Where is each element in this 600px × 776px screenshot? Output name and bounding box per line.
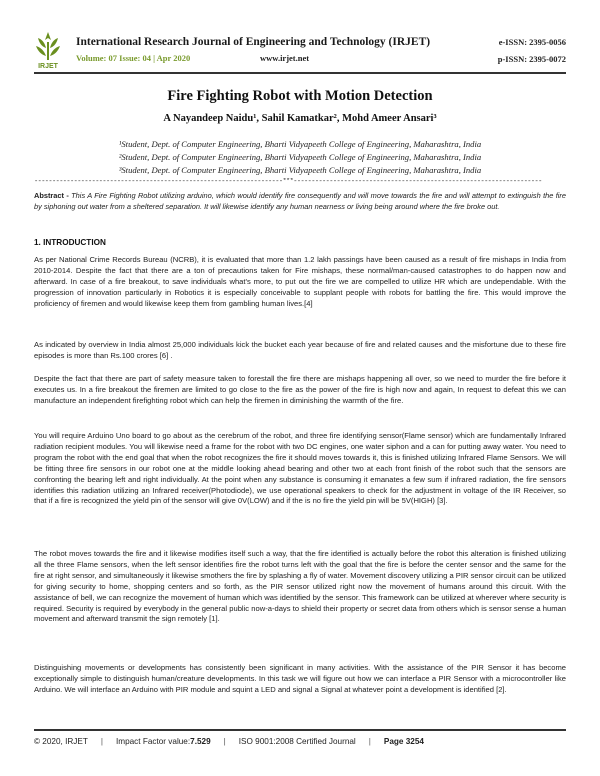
abstract-text: This A Fire Fighting Robot utilizing arduino, which would identify fire consequently and will move towards the fire and will attempt to extinguish the fire by siphoning out water from a sheltered separation. It will likewise identify any human nearness or living being around where the fire broke out. xyxy=(34,191,566,211)
irjet-logo-icon xyxy=(34,30,62,70)
paragraph-3: Despite the fact that there are part of safety measure taken to forestall the fire there are mishaps happening all over, so we need to murder the fire before it executes us. In a fire breakout the firemen are limited to go close to the fire as the power of the fire is high now and again, In request to defeat this we can manufacture an independent firefighting robot which can help the firemen in diminishing the warmth of the fire. xyxy=(34,374,566,405)
svg-text:IRJET: IRJET xyxy=(38,63,58,70)
journal-header xyxy=(34,30,566,70)
affiliation-3: ³Student, Dept. of Computer Engineering, Bharti Vidyapeeth College of Engineering, Maharashtra, India xyxy=(118,165,482,175)
paragraph-6: Distinguishing movements or developments has consistently been significant in many activities. With the assistance of the PIR Sensor it has become exceptionally simple to distinguish human/creature developments. In this task we will figure out how we can interface a PIR Sensor with a microcontroller like Arduino. We will interface an Arduino with PIR module and squint a LED and signal a Signal at whatever point a development is identified [2]. xyxy=(34,663,566,694)
page-footer: © 2020, IRJET | Impact Factor value:7.529 | ISO 9001:2008 Certified Journal | Page 3254 xyxy=(34,737,424,746)
affiliation-2: ²Student, Dept. of Computer Engineering, Bharti Vidyapeeth College of Engineering, Maharashtra, India xyxy=(118,152,482,162)
volume-info: Volume: 07 Issue: 04 | Apr 2020 xyxy=(76,53,191,63)
footer-copyright: © 2020, IRJET xyxy=(34,737,88,746)
page-number: Page 3254 xyxy=(383,737,424,746)
paper-title: Fire Fighting Robot with Motion Detection xyxy=(167,88,433,104)
paragraph-1: As per National Crime Records Bureau (NCRB), it is evaluated that more than 1.2 lakh passings have been caused as a result of fire mishaps in India from 2010-2014. Despite the fact that there are a ton of precautions taken for Fire mishaps, these normal/man-caused catastrophes to do happen now and afterward. In case of a fire breakout, to save individuals what's more, to put out the fire we are compelled to utilize HR which are undependable. With the progression of innovation particularly in Robotics it is especially conceivable to supplant people with robots for battling the fire. This would improve the proficiency of firemen and would likewise keep them from gambling human lives.[4] xyxy=(34,255,566,308)
abstract xyxy=(34,190,566,212)
impact-factor-value: 7.529 xyxy=(190,737,211,746)
paper-authors: A Nayandeep Naidu¹, Sahil Kamatkar², Mohd Ameer Ansari³ xyxy=(163,113,437,124)
footer-divider xyxy=(34,729,566,731)
abstract-label: Abstract - xyxy=(34,191,72,200)
p-issn: p-ISSN: 2395-0072 xyxy=(497,54,566,64)
impact-factor-label: Impact Factor value: xyxy=(115,737,191,746)
e-issn: e-ISSN: 2395-0056 xyxy=(498,37,566,47)
paragraph-4: You will require Arduino Uno board to go about as the cerebrum of the robot, and three fire identifying sensor(Flame sensor) which are fundamentally Infrared radiation recipient modules. You will likewise need a frame for the robot with two DC engines, one water siphon and a can for putting away water. You need to program the robot with the end goal that when the robot recognizes the fire it should moves towards it, this is finished utilizing Infrared Flame Sensors. We will be fitting three fire sensors in our robot one at the middle looking ahead bearing and other two at each front finish of the robot such that the sensors are confronting the bearing left and right individually. At the point when any substance is consuming it emanates a few sum if infrared radiation, the fire sensors identifies this radiation utilizing an Infrared receiver(Photodiode), we use operational speakers to check for the adjustment in voltage of the IR Receiver, so that if a fire is recognized the yield pin of the sensor will give 0V(LOW) and if the is no fire the yield pin will be 5V(HIGH) [3]. xyxy=(34,431,566,506)
journal-website[interactable]: www.irjet.net xyxy=(260,53,310,63)
paragraph-5: The robot moves towards the fire and it likewise modifies itself such a way, that the fire identified is actually before the robot this alteration is finished utilizing all the three Flame sensors, when the left sensor identifies fire the robot turns left with the goal that the fire is before the center sensor and the same for the fire at right sensor, and simultaneously it likewise smothers the fire by splashing a fly of water. Movement discovery utilizing a PIR sensor circuit can be utilized for giving security to home, shopping centers and so forth, as the PIR sensor utilized right now the movement of humans around this circuit. With the assistance of bell, we can recognize the movement of human which was identified by the sensor. This framework can be utilized at wherever where security is required. Security is required by everybody in the general public now-a-days to shield their property or secret data from others which is sensor sense a human movement and afterward transmit the sign remotely [1]. xyxy=(34,549,566,624)
separator-line: ---------------------------------------------------------------------***--------------------------------------------------------------------- xyxy=(34,178,542,186)
affiliation-1: ¹Student, Dept. of Computer Engineering, Bharti Vidyapeeth College of Engineering, Maharashtra, India xyxy=(118,139,482,149)
header-divider xyxy=(34,72,566,74)
paragraph-2: As indicated by overview in India almost 25,000 individuals kick the bucket each year because of fire and related causes and the misfortune due to these fire episodes is more than Rs.100 crores [6] . xyxy=(34,340,566,360)
iso-certification: ISO 9001:2008 Certified Journal xyxy=(238,737,356,746)
journal-title: International Research Journal of Engineering and Technology (IRJET) xyxy=(76,36,431,48)
section-heading: 1. INTRODUCTION xyxy=(34,238,106,247)
